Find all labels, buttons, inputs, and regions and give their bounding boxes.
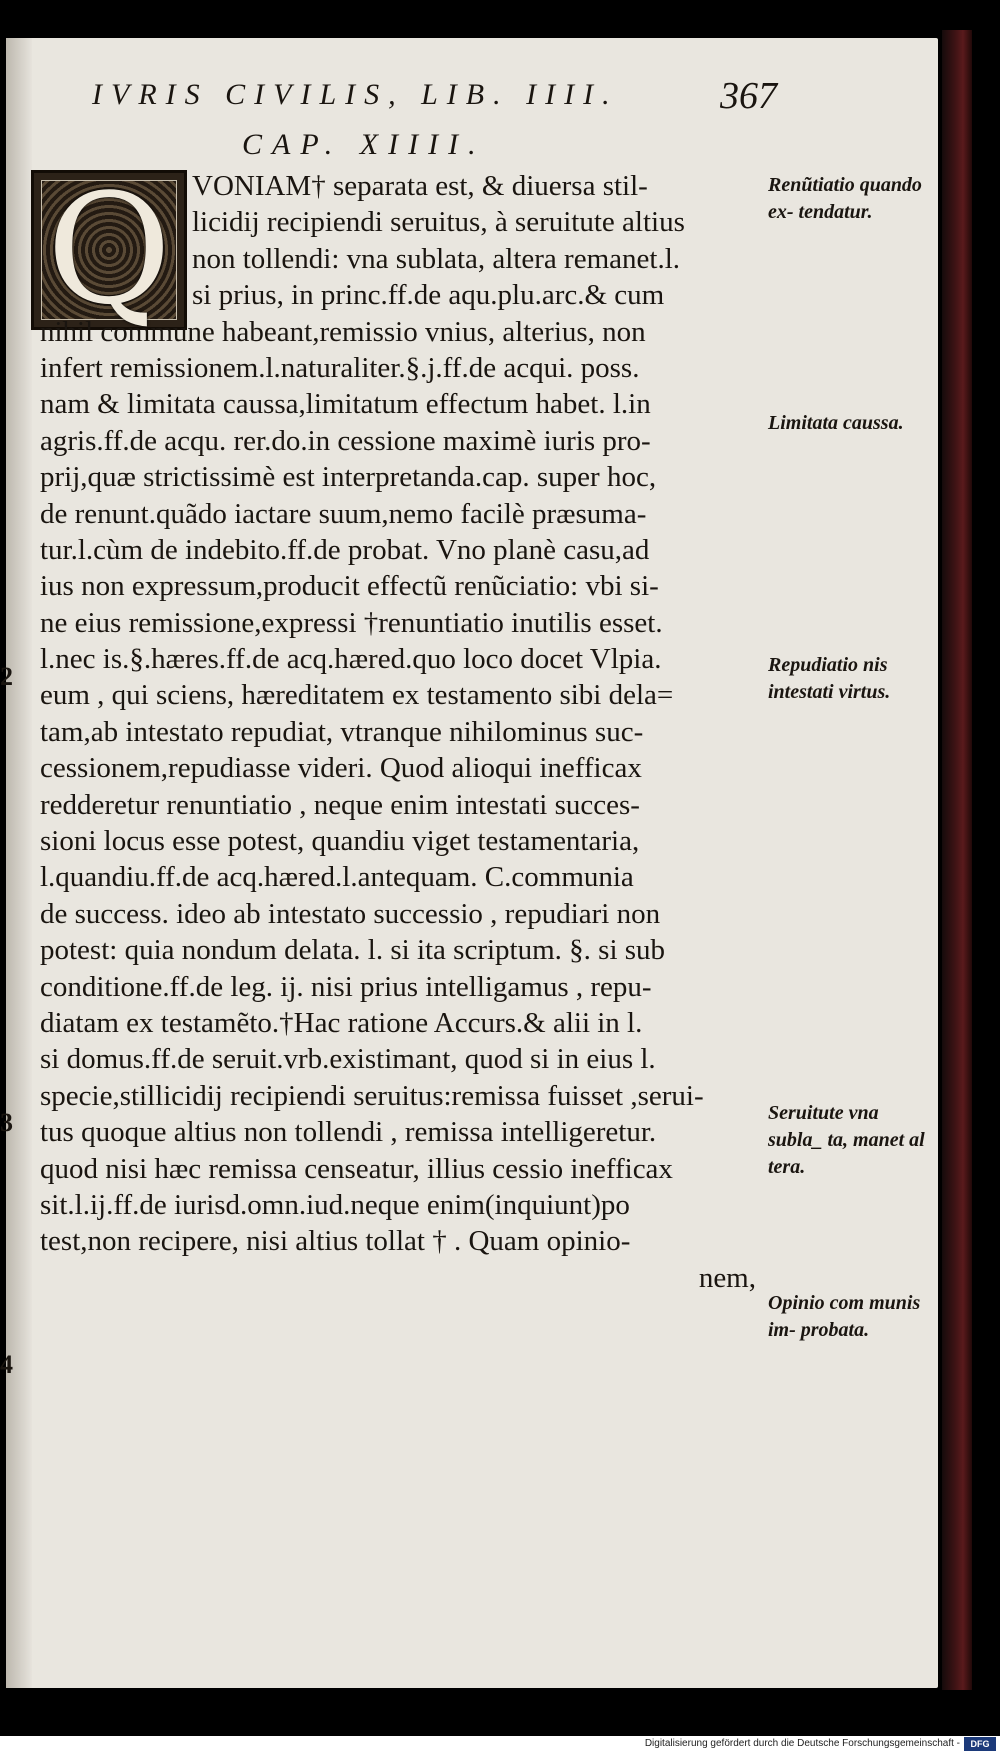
margin-note: Opinio com munis im- probata. xyxy=(768,1292,921,1341)
text-line: cessionem,repudiasse videri. Quod alioqui inefficax xyxy=(40,752,642,785)
margin-note: Limitata caussa. xyxy=(768,412,904,434)
margin-number: 3 xyxy=(0,1108,13,1137)
text-line: tur.l.cùm de indebito.ff.de probat. Vno planè casu,ad xyxy=(40,533,650,566)
text-line: de success. ideo ab intestato successio , repudiari non xyxy=(40,897,661,930)
text-line: quod nisi hæc remissa censeatur, illius cessio inefficax xyxy=(40,1152,673,1185)
initial-letter: Q xyxy=(46,161,172,338)
text-line: de renunt.quãdo iactare suum,nemo facilè præsuma- xyxy=(40,497,647,530)
text-line: infert remissionem.l.naturaliter.§.j.ff.de acqui. poss. xyxy=(40,351,640,384)
chapter-heading: CAP. XIIII. xyxy=(242,128,486,161)
running-header xyxy=(92,75,792,128)
text-line: prij,quæ strictissimè est interpretanda.cap. super hoc, xyxy=(40,461,657,494)
text-line: nihil commune habeant,remissio vnius, alterius, non xyxy=(40,315,646,348)
text-line: si prius, in princ.ff.de aqu.plu.arc.& cum xyxy=(192,279,665,312)
margin-note: Renũtiatio quando ex- tendatur. xyxy=(768,174,922,223)
text-line: agris.ff.de acqu. rer.do.in cessione maximè iuris pro- xyxy=(40,424,651,457)
text-line: licidij recipiendi seruitus, à seruitute altius xyxy=(192,206,685,239)
text-line: conditione.ff.de leg. ij. nisi prius intelligamus , repu- xyxy=(40,970,652,1003)
page-gutter xyxy=(6,38,32,1688)
page-number: 367 xyxy=(720,75,777,117)
text-line: test,non recipere, nisi altius tollat † . Quam opinio- xyxy=(40,1225,631,1258)
text-line: specie,stillicidij recipiendi seruitus:remissa fuisset ,serui- xyxy=(40,1079,704,1112)
text-line: nam & limitata caussa,limitatum effectum habet. l.in xyxy=(40,388,651,421)
text-line: eum , qui sciens, hæreditatem ex testamento sibi dela= xyxy=(40,679,674,712)
margin-note: Seruitute vna subla_ ta, manet al tera. xyxy=(768,1102,925,1178)
text-line: l.quandiu.ff.de acq.hæred.l.antequam. C.communia xyxy=(40,861,634,894)
funding-credit: Digitalisierung gefördert durch die Deutsche Forschungsgemeinschaft - xyxy=(644,1738,960,1749)
margin-number: 2 xyxy=(0,662,13,691)
text-line: tam,ab intestato repudiat, vtranque nihilominus suc- xyxy=(40,715,644,748)
text-line: si domus.ff.de seruit.vrb.existimant, quod si in eius l. xyxy=(40,1043,656,1076)
text-line: potest: quia nondum delata. l. si ita scriptum. §. si sub xyxy=(40,934,666,967)
text-line: redderetur renuntiatio , neque enim intestati succes- xyxy=(40,788,640,821)
text-line: VONIAM† separata est, & diuersa stil- xyxy=(192,170,648,202)
running-title: IVRIS CIVILIS, LIB. IIII. xyxy=(92,78,619,111)
text-line: diatam ex testamẽto.†Hac ratione Accurs.& alii in l. xyxy=(40,1006,643,1039)
text-line: non tollendi: vna sublata, altera remanet.l. xyxy=(192,242,681,275)
text-line: ne eius remissione,expressi †renuntiatio inutilis esset. xyxy=(40,606,663,639)
text-line: tus quoque altius non tollendi , remissa intelligeretur. xyxy=(40,1116,657,1149)
text-line: ius non expressum,producit effectũ renũciatio: vbi si- xyxy=(40,570,659,603)
text-line: sit.l.ij.ff.de iurisd.omn.iud.neque enim(inquiunt)po xyxy=(40,1188,630,1221)
book-edge xyxy=(942,30,972,1690)
text-line: sioni locus esse potest, quandiu viget testamentaria, xyxy=(40,825,640,858)
body-text xyxy=(40,168,756,1296)
margin-number: 4 xyxy=(0,1350,13,1379)
margin-note: Repudiatio nis intestati virtus. xyxy=(768,654,891,703)
text-line: nem, xyxy=(698,1261,756,1294)
dfg-logo[interactable]: DFG xyxy=(964,1737,996,1751)
text-line: l.nec is.§.hæres.ff.de acq.hæred.quo loco docet Vlpia. xyxy=(40,643,662,676)
